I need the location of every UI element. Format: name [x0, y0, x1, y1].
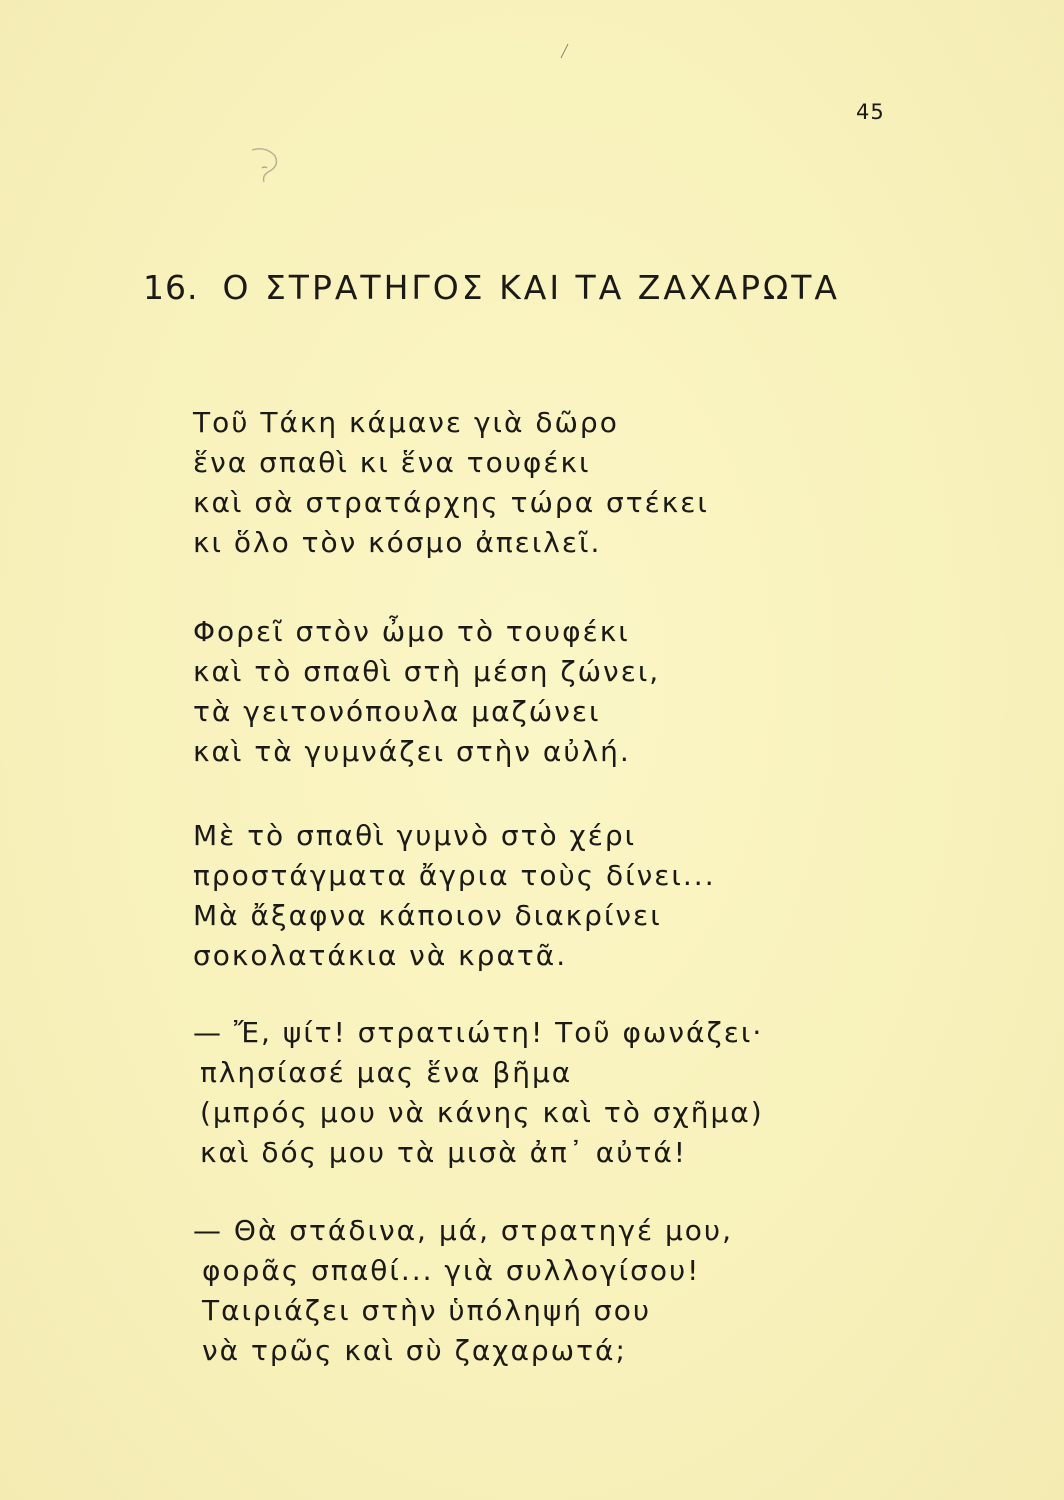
verse-line: Τοῦ Τάκη κάμανε γιὰ δῶρο [193, 406, 619, 439]
stanza-5 [193, 1211, 733, 1371]
poem-title [143, 268, 840, 307]
verse-line: κι ὅλο τὸν κόσμο ἀπειλεῖ. [193, 526, 602, 559]
verse-line: προστάγματα ἄγρια τοὺς δίνει... [193, 859, 716, 892]
verse-line: Ταιριάζει στὴν ὑπόληψή σου [202, 1294, 652, 1327]
verse-line: φορᾶς σπαθί... γιὰ συλλογίσου! [202, 1254, 701, 1287]
stanza-4 [193, 1013, 764, 1173]
verse-line: καὶ τὸ σπαθὶ στὴ μέση ζώνει, [193, 655, 661, 688]
verse-line: — Θὰ στάδινα, μά, στρατηγέ μου, [193, 1214, 734, 1247]
page-number: 45 [856, 100, 885, 124]
stanza-1 [193, 403, 709, 563]
verse-line: ἕνα σπαθὶ κι ἕνα τουφέκι [193, 446, 591, 479]
verse-line: σοκολατάκια νὰ κρατᾶ. [193, 939, 568, 972]
verse-line: Φορεῖ στὸν ὦμο τὸ τουφέκι [193, 615, 630, 648]
verse-line: τὰ γειτονόπουλα μαζώνει [193, 695, 601, 728]
verse-line: πλησίασέ μας ἕνα βῆμα [200, 1056, 573, 1089]
poem-title-text: Ο ΣΤΡΑΤΗΓΟΣ ΚΑΙ ΤΑ ΖΑΧΑΡΩΤΑ [222, 268, 840, 307]
verse-line: καὶ σὰ στρατάρχης τώρα στέκει [193, 486, 709, 519]
poem-number: 16. [143, 268, 199, 307]
verse-line: καὶ δός μου τὰ μισὰ ἀπ᾿ αὐτά! [200, 1136, 687, 1169]
verse-line: (μπρός μου νὰ κάνης καὶ τὸ σχῆμα) [200, 1096, 764, 1129]
verse-line: καὶ τὰ γυμνάζει στὴν αὐλή. [193, 735, 631, 768]
verse-line: νὰ τρῶς καὶ σὺ ζαχαρωτά; [202, 1334, 627, 1367]
pencil-mark [0, 0, 1064, 300]
stanza-3 [193, 816, 716, 976]
verse-line: — Ἔ, ψίτ! στρατιώτη! Τοῦ φωνάζει· [193, 1016, 764, 1049]
stanza-2 [193, 612, 660, 772]
verse-line: Μὲ τὸ σπαθὶ γυμνὸ στὸ χέρι [193, 819, 637, 852]
verse-line: Μὰ ἄξαφνα κάποιον διακρίνει [193, 899, 662, 932]
